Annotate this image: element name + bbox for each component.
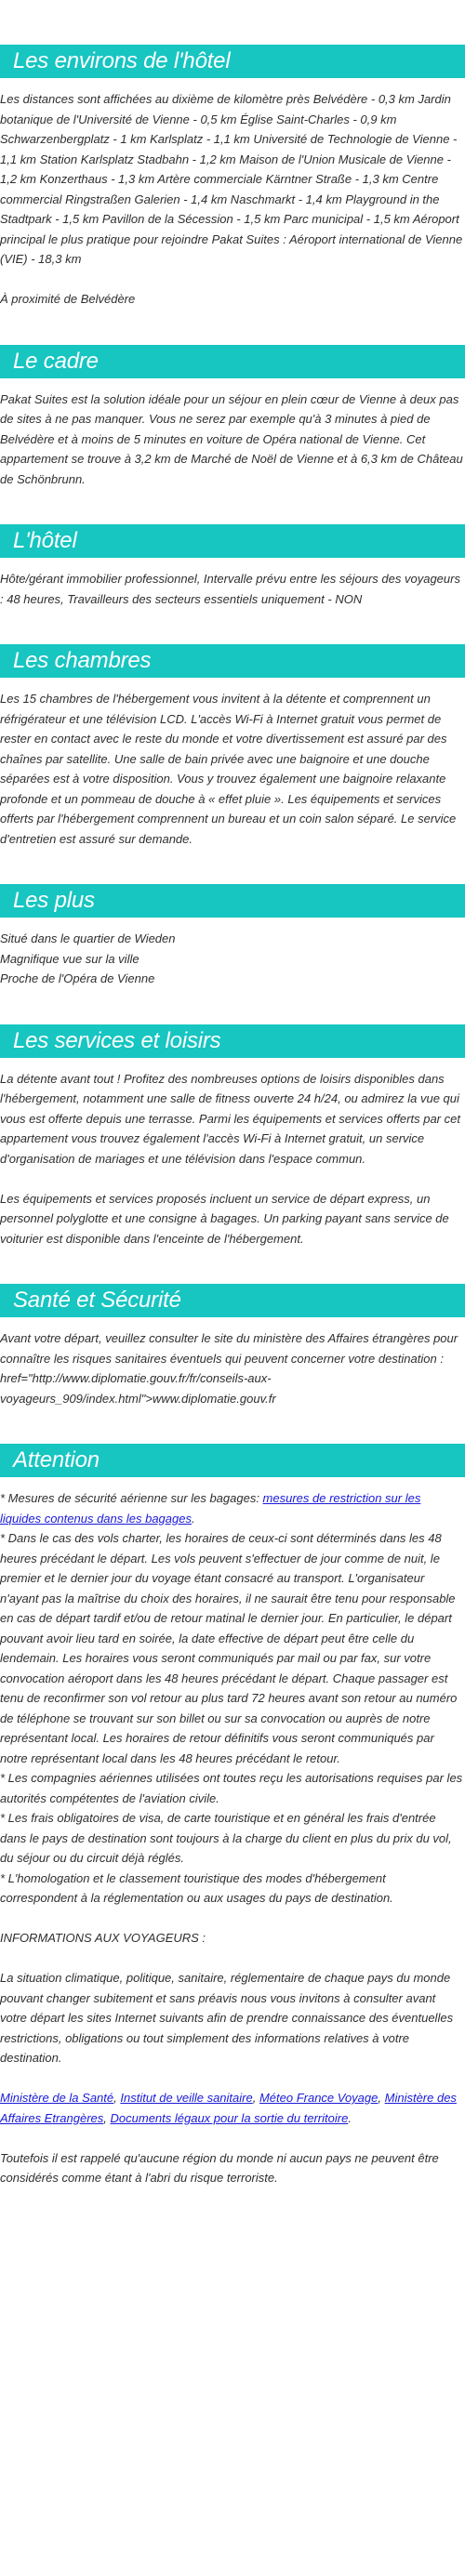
baggage-security-text: * Mesures de sécurité aérienne sur les bagages: bbox=[0, 1491, 263, 1505]
terrorism-notice: Toutefois il est rappelé qu'aucune région du monde ni aucun pays ne peuvent être considérés comme étant à l'abri du risque terroriste. bbox=[0, 2150, 439, 2185]
spacer bbox=[0, 1949, 465, 1969]
section-header-services bbox=[0, 1024, 465, 1058]
section-header-plus bbox=[0, 884, 465, 918]
travelers-info-heading: INFORMATIONS AUX VOYAGEURS : bbox=[0, 1931, 206, 1945]
link-meteo-france[interactable]: Méteo France Voyage bbox=[259, 2091, 379, 2105]
accommodation-rating-note: * L'homologation et le classement touristique des modes d'hébergement correspondent à la réglementation ou aux usages du pays de destination. bbox=[0, 1870, 393, 1905]
section-body-environs bbox=[0, 89, 465, 310]
services-text-leisure: La détente avant tout ! Profitez des nombreuses options de loisirs disponibles dans l'hébergement, notamment une salle de fitness ouverte 24 h/24, ou admirez la vue qui vous est offerte depuis une terrasse. Parmi les équipements et services offerts par cet appartement vous trouvez également l'accès Wi-Fi à Internet gratuit, un service d'organisation de mariages et une télévision dans l'espace commun. bbox=[0, 1071, 460, 1166]
plus-item: Magnifique vue sur la ville bbox=[0, 951, 140, 966]
section-header-sante bbox=[0, 1284, 465, 1317]
cadre-text: Pakat Suites est la solution idéale pour un séjour en plein cœur de Vienne à deux pas de sites à ne pas manquer. Vous ne serez par exemple qu'à 3 minutes à pied de Belvédère et à moins de 5 minutes en voiture de Opéra national de Vienne. Cet appartement se trouve à 3,2 km de Marché de Noël de Vienne et à 6,3 km de Château de Schönbrunn. bbox=[0, 391, 463, 486]
services-text-equipment: Les équipements et services proposés incluent un service de départ express, un personnel polyglotte et une consigne à bagages. Un parking payant sans service de voiturier est disponible dans l'enceinte de l'hébergement. bbox=[0, 1191, 449, 1246]
sante-text: Avant votre départ, veuillez consulter le site du ministère des Affaires étrangères pour connaître les risques sanitaires éventuels qui peuvent concerner votre destination : href="http://www.diplomatie.gouv.fr/fr/conseils-aux-voyageurs_909/index.html">www.diplomatie.gouv.fr bbox=[0, 1331, 458, 1406]
attention-notes bbox=[0, 1488, 465, 1909]
hotel-text: Hôte/gérant immobilier professionnel, Intervalle prévu entre les séjours des voyageurs : 48 heures, Travailleurs des secteurs essentiels uniquement - NON bbox=[0, 572, 460, 606]
section-title-cadre: Le cadre bbox=[13, 348, 99, 374]
section-header-chambres bbox=[0, 644, 465, 678]
section-cadre bbox=[0, 345, 465, 490]
section-title-environs: Les environs de l'hôtel bbox=[13, 48, 231, 73]
section-title-chambres: Les chambres bbox=[13, 648, 152, 673]
section-header-attention bbox=[0, 1444, 465, 1477]
link-affaires-etrangeres[interactable]: Ministère des Affaires Etrangères bbox=[0, 2091, 457, 2125]
link-ministere-sante[interactable]: Ministère de la Santé bbox=[0, 2091, 114, 2105]
plus-item: Proche de l'Opéra de Vienne bbox=[0, 971, 155, 985]
section-plus bbox=[0, 884, 465, 989]
section-services bbox=[0, 1024, 465, 1249]
baggage-restrictions-link[interactable]: mesures de restriction sur les liquides contenus dans les bagages bbox=[0, 1491, 421, 1526]
spacer bbox=[0, 2128, 465, 2148]
spacer bbox=[0, 1909, 465, 1929]
section-body-attention bbox=[0, 1488, 465, 2188]
plus-item: Situé dans le quartier de Wieden bbox=[0, 931, 176, 945]
section-sante bbox=[0, 1284, 465, 1408]
section-title-plus: Les plus bbox=[13, 888, 95, 913]
travelers-info-text: La situation climatique, politique, sanitaire, réglementaire de chaque pays du monde pouvant changer subitement et sans préavis nous vous invitons à consulter avant votre départ les sites Internet suivants afin de prendre connaissance des éventuelles restrictions, obligations ou tout simplement des informations relatives à votre destination. bbox=[0, 1971, 454, 2065]
section-environs bbox=[0, 45, 465, 310]
section-title-attention: Attention bbox=[13, 1447, 100, 1473]
section-title-hotel: L'hôtel bbox=[13, 528, 77, 553]
section-title-sante: Santé et Sécurité bbox=[13, 1288, 181, 1313]
chambres-text: Les 15 chambres de l'hébergement vous invitent à la détente et comprennent un réfrigérateur et une télévision LCD. L'accès Wi-Fi à Internet gratuit vous permet de rester en contact avec le reste du monde et votre divertissement est assuré par des chaînes par satellite. Une salle de bain privée avec une baignoire et une douche séparées est à votre disposition. Vous y trouvez également une baignoire relaxante profonde et un pommeau de douche à « effet pluie ». Les équipements et services offerts par l'hébergement comprennent un bureau et un coin salon séparé. Le service d'entretien est assuré sur demande. bbox=[0, 692, 457, 846]
section-body-sante bbox=[0, 1328, 465, 1408]
official-links: Ministère de la Santé, Institut de veille sanitaire, Méteo France Voyage, Ministère des Affaires Etrangères, Documents légaux pour la sortie du territoire. bbox=[0, 2091, 457, 2125]
section-body-services bbox=[0, 1069, 465, 1249]
baggage-security-suffix: . bbox=[191, 1511, 195, 1526]
section-title-services: Les services et loisirs bbox=[13, 1027, 221, 1053]
section-attention bbox=[0, 1444, 465, 2188]
section-body-cadre bbox=[0, 390, 465, 490]
charter-flights-note: * Dans le cas des vols charter, les horaires de ceux-ci sont déterminés dans les 48 heures précédant le départ. Les vols peuvent s'effectuer de jour comme de nuit, le premier et le dernier jour du voyage étant consacré au transport. L'organisateur n'ayant pas la maîtrise du choix des horaires, il ne saurait être tenu pour responsable en cas de départ tardif et/ou de retour matinal le dernier jour. En particulier, le départ pouvant avoir lieu tard en soirée, la date effective de départ peut être celle du lendemain. Les horaires vous seront communiqués par mail ou par fax, sur votre convocation aéroport dans les 48 heures précédant le départ. Chaque passager est tenu de reconfirmer son vol retour au plus tard 72 heures avant son retour au numéro de téléphone se trouvant sur son billet ou sur sa convocation ou auprès de notre représentant local. Les horaires de retour définitifs vous seront communiqués par notre représentant local dans les 48 heures précédant le retour. bbox=[0, 1531, 458, 1765]
environs-distances-text: Les distances sont affichées au dixième de kilomètre près Belvédère - 0,3 km Jardin botanique de l'Université de Vienne - 0,5 km Église Saint-Charles - 0,9 km Schwarzenbergplatz - 1 km Karlsplatz - 1,1 km Université de Technologie de Vienne - 1,1 km Station Karlsplatz Stadbahn - 1,2 km Maison de l'Union Musicale de Vienne - 1,2 km Konzerthaus - 1,3 km Artère commerciale Kärntner Straße - 1,3 km Centre commercial Ringstraßen Galerien - 1,4 km Naschmarkt - 1,4 km Playground in the Stadtpark - 1,5 km Pavillon de la Sécession - 1,5 km Parc municipal - 1,5 km Aéroport principal le plus pratique pour rejoindre Pakat Suites : Aéroport international de Vienne (VIE) - 18,3 km bbox=[0, 92, 463, 266]
section-header-cadre bbox=[0, 345, 465, 378]
link-documents-legaux[interactable]: Documents légaux pour la sortie du territoire bbox=[110, 2110, 349, 2125]
section-body-hotel bbox=[0, 569, 465, 609]
section-header-hotel bbox=[0, 524, 465, 558]
airlines-note: * Les compagnies aériennes utilisées ont toutes reçu les autorisations requises par les autorités compétentes de l'aviation civile. bbox=[0, 1771, 463, 1805]
section-body-plus bbox=[0, 929, 465, 989]
section-hotel bbox=[0, 524, 465, 609]
environs-proximity-text: À proximité de Belvédère bbox=[0, 292, 136, 306]
section-chambres bbox=[0, 644, 465, 849]
visa-fees-note: * Les frais obligatoires de visa, de carte touristique et en général les frais d'entrée dans le pays de destination sont toujours à la charge du client en plus du prix du vol, du séjour ou du circuit déjà réglés. bbox=[0, 1811, 452, 1865]
section-body-chambres bbox=[0, 689, 465, 849]
section-header-environs bbox=[0, 45, 465, 78]
spacer bbox=[0, 2068, 465, 2089]
link-veille-sanitaire[interactable]: Institut de veille sanitaire bbox=[120, 2091, 253, 2105]
